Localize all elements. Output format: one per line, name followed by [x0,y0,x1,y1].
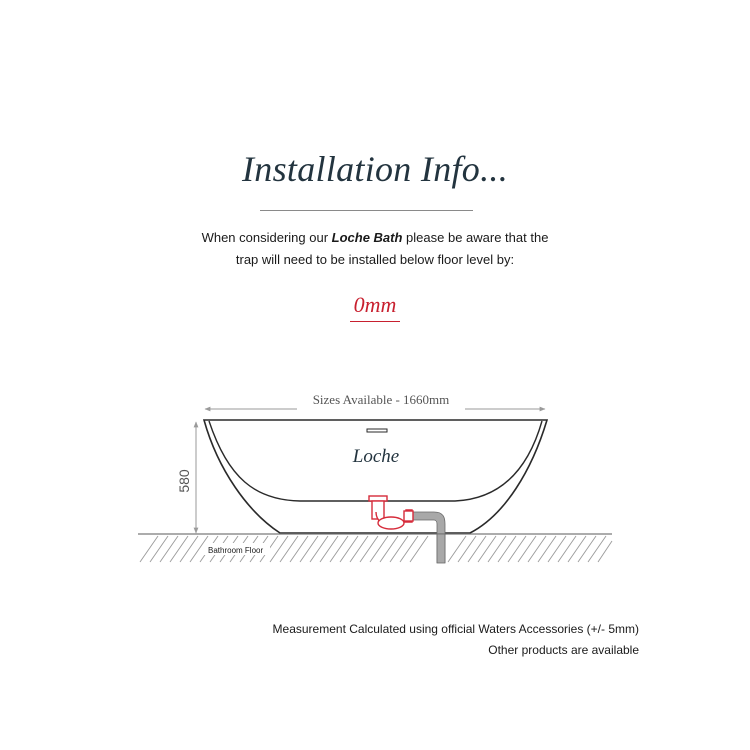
trap-bottle [378,517,404,529]
intro-text-after: please be aware that the [402,230,549,245]
height-dimension [176,422,196,533]
page-title: Installation Info... [242,149,508,189]
width-dimension [205,392,545,416]
intro-line-2: trap will need to be installed below floor level by: [235,252,515,267]
height-label: 580 [176,469,192,493]
measurement-note: Measurement Calculated using official Waters Accessories (+/- 5mm) [272,622,639,636]
availability-note: Other products are available [488,643,639,657]
width-label: Sizes Available - 1660mm [312,392,450,407]
trap-waste-top [369,496,387,501]
trap-depth-value: 0mm [350,292,401,322]
overflow-slot [367,429,387,432]
product-name: Loche Bath [331,230,403,245]
bath-name: Loche [352,446,400,467]
waste-pipe-drop [437,534,445,563]
bathroom-floor [138,534,612,562]
floor-label: Bathroom Floor [208,546,264,555]
intro-text-before: When considering our [201,230,332,245]
trap-outlet [404,511,413,521]
